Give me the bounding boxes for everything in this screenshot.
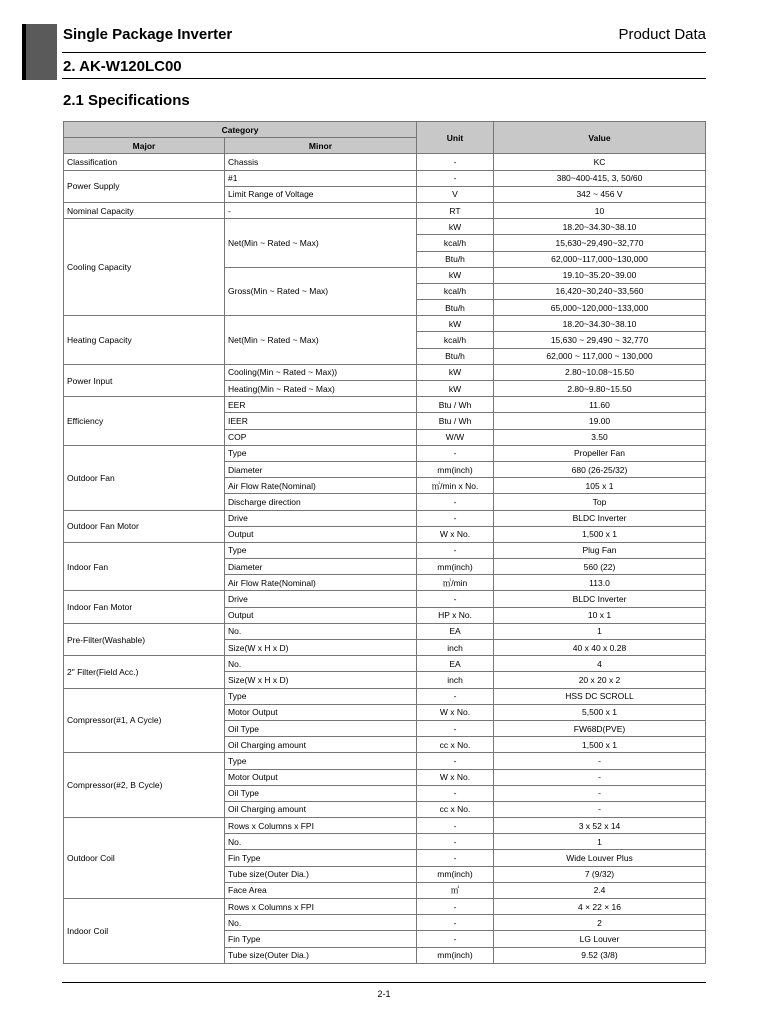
value-cell: 40 x 40 x 0.28	[494, 640, 706, 656]
unit-cell: mm(inch)	[417, 866, 494, 882]
unit-cell: mm(inch)	[417, 461, 494, 477]
major-cell: Classification	[64, 154, 225, 170]
unit-cell: -	[417, 510, 494, 526]
unit-cell: W x No.	[417, 704, 494, 720]
unit-cell: kW	[417, 364, 494, 380]
unit-cell: inch	[417, 672, 494, 688]
value-cell: 10 x 1	[494, 607, 706, 623]
header-rule	[62, 52, 706, 53]
unit-cell: -	[417, 931, 494, 947]
major-cell: Outdoor Fan	[64, 445, 225, 510]
minor-cell: Output	[225, 607, 417, 623]
unit-cell: Btu/h	[417, 300, 494, 316]
value-cell: 11.60	[494, 397, 706, 413]
minor-cell: Fin Type	[225, 850, 417, 866]
minor-cell: Diameter	[225, 559, 417, 575]
value-cell: 1	[494, 623, 706, 639]
minor-cell: EER	[225, 397, 417, 413]
unit-cell: kW	[417, 316, 494, 332]
unit-cell: Btu / Wh	[417, 397, 494, 413]
model-rule	[62, 78, 706, 79]
minor-cell: Motor Output	[225, 704, 417, 720]
value-cell: 2.4	[494, 882, 706, 898]
table-row	[64, 623, 706, 639]
value-cell: -	[494, 785, 706, 801]
minor-cell: Gross(Min ~ Rated ~ Max)	[225, 267, 417, 316]
unit-cell: Btu/h	[417, 251, 494, 267]
unit-cell: -	[417, 834, 494, 850]
minor-cell: No.	[225, 915, 417, 931]
header-category: Category	[64, 122, 417, 138]
unit-cell: kcal/h	[417, 235, 494, 251]
minor-cell: Air Flow Rate(Nominal)	[225, 575, 417, 591]
specifications-body	[64, 154, 706, 963]
value-cell: 105 x 1	[494, 478, 706, 494]
value-cell: 20 x 20 x 2	[494, 672, 706, 688]
minor-cell: Rows x Columns x FPI	[225, 899, 417, 915]
minor-cell: Limit Range of Voltage	[225, 186, 417, 202]
value-cell: 680 (26-25/32)	[494, 461, 706, 477]
unit-cell: inch	[417, 640, 494, 656]
minor-cell: Type	[225, 753, 417, 769]
section-heading: 2.1 Specifications	[63, 92, 190, 109]
minor-cell: Heating(Min ~ Rated ~ Max)	[225, 381, 417, 397]
value-cell: 4 × 22 × 16	[494, 899, 706, 915]
unit-cell: kcal/h	[417, 332, 494, 348]
unit-cell: mm(inch)	[417, 947, 494, 963]
table-row	[64, 591, 706, 607]
value-cell: 342 ~ 456 V	[494, 186, 706, 202]
unit-cell: EA	[417, 623, 494, 639]
unit-cell: -	[417, 688, 494, 704]
major-cell: Nominal Capacity	[64, 202, 225, 218]
value-cell: Plug Fan	[494, 542, 706, 558]
document-title: Single Package Inverter	[63, 26, 233, 43]
major-cell: Heating Capacity	[64, 316, 225, 365]
unit-cell: -	[417, 899, 494, 915]
value-cell: 15,630 ~ 29,490 ~ 32,770	[494, 332, 706, 348]
major-cell: Compressor(#2, B Cycle)	[64, 753, 225, 818]
minor-cell: Oil Charging amount	[225, 801, 417, 817]
value-cell: 2.80~9.80~15.50	[494, 381, 706, 397]
minor-cell: Drive	[225, 591, 417, 607]
value-cell: Wide Louver Plus	[494, 850, 706, 866]
value-cell: 5,500 x 1	[494, 704, 706, 720]
value-cell: 2.80~10.08~15.50	[494, 364, 706, 380]
unit-cell: ㎥/min x No.	[417, 478, 494, 494]
minor-cell: Oil Charging amount	[225, 737, 417, 753]
major-cell: Efficiency	[64, 397, 225, 446]
minor-cell: Net(Min ~ Rated ~ Max)	[225, 219, 417, 268]
value-cell: 1	[494, 834, 706, 850]
header-unit: Unit	[417, 122, 494, 154]
value-cell: FW68D(PVE)	[494, 720, 706, 736]
minor-cell: Cooling(Min ~ Rated ~ Max))	[225, 364, 417, 380]
unit-cell: kcal/h	[417, 283, 494, 299]
unit-cell: cc x No.	[417, 801, 494, 817]
value-cell: 16,420~30,240~33,560	[494, 283, 706, 299]
minor-cell: #1	[225, 170, 417, 186]
minor-cell: Size(W x H x D)	[225, 672, 417, 688]
table-row	[64, 542, 706, 558]
major-cell: Power Supply	[64, 170, 225, 202]
minor-cell: IEER	[225, 413, 417, 429]
value-cell: 2	[494, 915, 706, 931]
model-heading: 2. AK-W120LC00	[63, 58, 182, 75]
minor-cell: Diameter	[225, 461, 417, 477]
value-cell: 4	[494, 656, 706, 672]
minor-cell: Motor Output	[225, 769, 417, 785]
value-cell: 62,000~117,000~130,000	[494, 251, 706, 267]
value-cell: Propeller Fan	[494, 445, 706, 461]
minor-cell: Rows x Columns x FPI	[225, 818, 417, 834]
table-row	[64, 219, 706, 235]
major-cell: Outdoor Fan Motor	[64, 510, 225, 542]
unit-cell: kW	[417, 267, 494, 283]
major-cell: Indoor Fan	[64, 542, 225, 591]
unit-cell: -	[417, 170, 494, 186]
minor-cell: Size(W x H x D)	[225, 640, 417, 656]
section-tab-marker	[22, 24, 57, 80]
value-cell: LG Louver	[494, 931, 706, 947]
table-row	[64, 753, 706, 769]
minor-cell: Oil Type	[225, 720, 417, 736]
minor-cell: No.	[225, 623, 417, 639]
unit-cell: W x No.	[417, 769, 494, 785]
document-category: Product Data	[618, 26, 706, 43]
unit-cell: V	[417, 186, 494, 202]
unit-cell: -	[417, 720, 494, 736]
table-row	[64, 656, 706, 672]
unit-cell: mm(inch)	[417, 559, 494, 575]
value-cell: 19.00	[494, 413, 706, 429]
unit-cell: HP x No.	[417, 607, 494, 623]
minor-cell: Net(Min ~ Rated ~ Max)	[225, 316, 417, 365]
header-major: Major	[64, 138, 225, 154]
value-cell: Top	[494, 494, 706, 510]
value-cell: BLDC Inverter	[494, 591, 706, 607]
unit-cell: RT	[417, 202, 494, 218]
unit-cell: -	[417, 494, 494, 510]
major-cell: Pre-Filter(Washable)	[64, 623, 225, 655]
page-number: 2-1	[377, 989, 391, 999]
unit-cell: W x No.	[417, 526, 494, 542]
minor-cell: COP	[225, 429, 417, 445]
footer-rule	[62, 982, 706, 983]
table-row	[64, 170, 706, 186]
header-minor: Minor	[225, 138, 417, 154]
table-row	[64, 510, 706, 526]
minor-cell: Oil Type	[225, 785, 417, 801]
table-row	[64, 899, 706, 915]
unit-cell: ㎥/min	[417, 575, 494, 591]
minor-cell: Drive	[225, 510, 417, 526]
table-row	[64, 364, 706, 380]
table-row	[64, 818, 706, 834]
unit-cell: cc x No.	[417, 737, 494, 753]
unit-cell: kW	[417, 219, 494, 235]
value-cell: -	[494, 769, 706, 785]
value-cell: 65,000~120,000~133,000	[494, 300, 706, 316]
minor-cell: Type	[225, 445, 417, 461]
minor-cell: Face Area	[225, 882, 417, 898]
minor-cell: Fin Type	[225, 931, 417, 947]
table-row	[64, 445, 706, 461]
unit-cell: W/W	[417, 429, 494, 445]
minor-cell: Tube size(Outer Dia.)	[225, 947, 417, 963]
value-cell: 15,630~29,490~32,770	[494, 235, 706, 251]
unit-cell: ㎡	[417, 882, 494, 898]
minor-cell: Air Flow Rate(Nominal)	[225, 478, 417, 494]
table-row	[64, 202, 706, 218]
value-cell: 9.52 (3/8)	[494, 947, 706, 963]
unit-cell: kW	[417, 381, 494, 397]
major-cell: Compressor(#1, A Cycle)	[64, 688, 225, 753]
unit-cell: Btu/h	[417, 348, 494, 364]
minor-cell: Type	[225, 688, 417, 704]
minor-cell: -	[225, 202, 417, 218]
table-row	[64, 397, 706, 413]
value-cell: HSS DC SCROLL	[494, 688, 706, 704]
minor-cell: Chassis	[225, 154, 417, 170]
value-cell: -	[494, 801, 706, 817]
value-cell: 560 (22)	[494, 559, 706, 575]
unit-cell: -	[417, 445, 494, 461]
minor-cell: Output	[225, 526, 417, 542]
unit-cell: -	[417, 542, 494, 558]
value-cell: -	[494, 753, 706, 769]
unit-cell: -	[417, 753, 494, 769]
value-cell: 1,500 x 1	[494, 737, 706, 753]
specifications-table	[63, 121, 706, 964]
unit-cell: -	[417, 818, 494, 834]
value-cell: 18.20~34.30~38.10	[494, 219, 706, 235]
value-cell: 19.10~35.20~39.00	[494, 267, 706, 283]
unit-cell: Btu / Wh	[417, 413, 494, 429]
value-cell: 113.0	[494, 575, 706, 591]
minor-cell: Discharge direction	[225, 494, 417, 510]
value-cell: 1,500 x 1	[494, 526, 706, 542]
table-row	[64, 688, 706, 704]
major-cell: Outdoor Coil	[64, 818, 225, 899]
table-row	[64, 316, 706, 332]
major-cell: Indoor Coil	[64, 899, 225, 964]
value-cell: 3.50	[494, 429, 706, 445]
value-cell: 3 x 52 x 14	[494, 818, 706, 834]
major-cell: Cooling Capacity	[64, 219, 225, 316]
unit-cell: -	[417, 915, 494, 931]
value-cell: 62,000 ~ 117,000 ~ 130,000	[494, 348, 706, 364]
unit-cell: -	[417, 154, 494, 170]
table-row	[64, 154, 706, 170]
value-cell: 380~400-415, 3, 50/60	[494, 170, 706, 186]
value-cell: BLDC Inverter	[494, 510, 706, 526]
value-cell: 10	[494, 202, 706, 218]
major-cell: Power Input	[64, 364, 225, 396]
minor-cell: No.	[225, 834, 417, 850]
unit-cell: EA	[417, 656, 494, 672]
unit-cell: -	[417, 785, 494, 801]
minor-cell: Tube size(Outer Dia.)	[225, 866, 417, 882]
value-cell: 18.20~34.30~38.10	[494, 316, 706, 332]
unit-cell: -	[417, 850, 494, 866]
header-value: Value	[494, 122, 706, 154]
value-cell: KC	[494, 154, 706, 170]
value-cell: 7 (9/32)	[494, 866, 706, 882]
major-cell: Indoor Fan Motor	[64, 591, 225, 623]
unit-cell: -	[417, 591, 494, 607]
minor-cell: Type	[225, 542, 417, 558]
minor-cell: No.	[225, 656, 417, 672]
major-cell: 2" Filter(Field Acc.)	[64, 656, 225, 688]
